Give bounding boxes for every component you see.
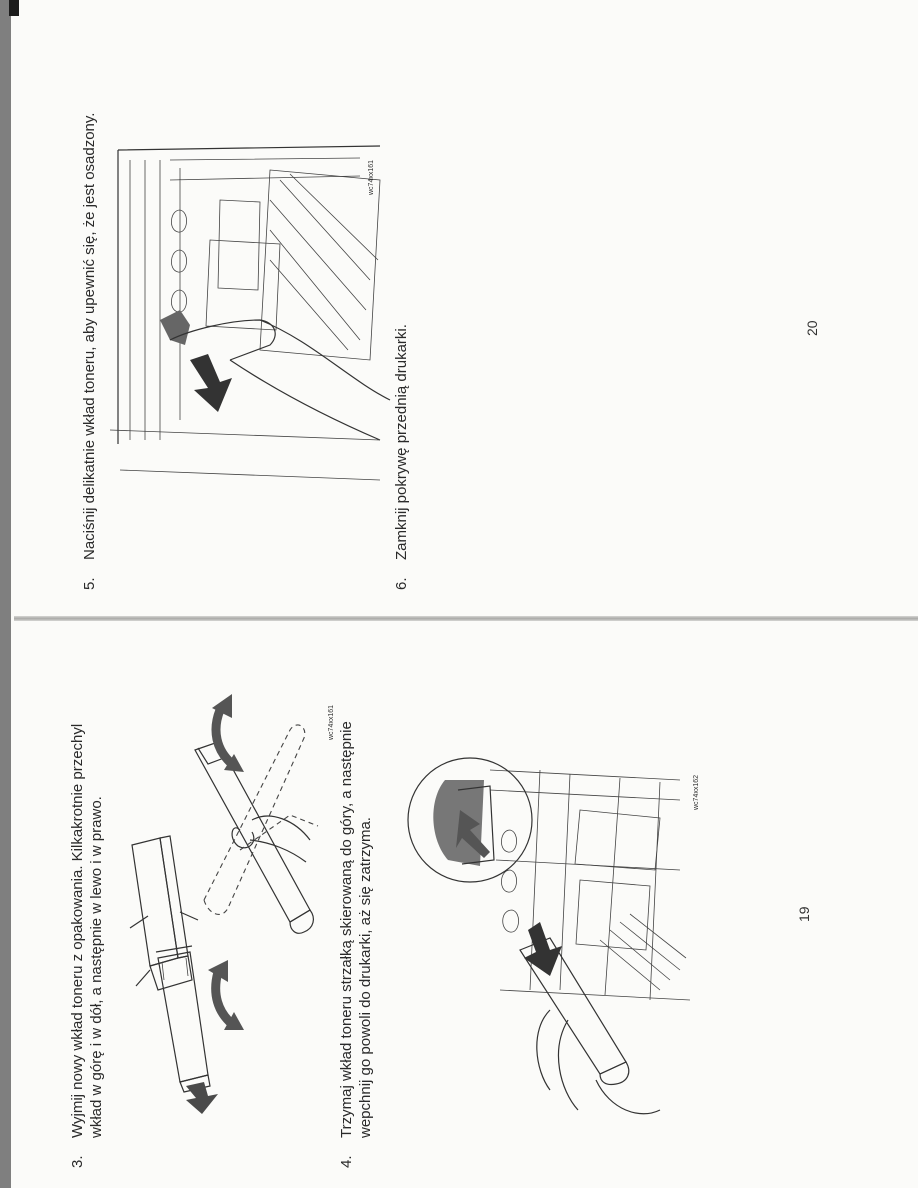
figure-code-3	[365, 145, 385, 205]
illustration-unpack-shake	[120, 690, 340, 1120]
step-3-number: 3.	[69, 1155, 86, 1168]
step-5-line-1: Naciśnij delikatnie wkład toneru, aby upewnić się, że jest osadzony.	[81, 112, 98, 560]
step-3	[68, 724, 106, 1168]
illustration-press-toner	[110, 140, 390, 520]
svg-text:wc74xx162: wc74xx162	[693, 774, 700, 810]
step-6	[392, 324, 411, 590]
scan-corner-mark	[9, 0, 19, 16]
illustration-insert-toner	[400, 690, 700, 1120]
step-6-line-1: Zamknij pokrywę przednią drukarki.	[393, 324, 410, 560]
step-4-line-1: Trzymaj wkład toneru strzałką skierowaną do góry, a następnie	[338, 721, 355, 1138]
step-6-number: 6.	[393, 577, 410, 590]
step-3-line-1: Wyjmij nowy wkład toneru z opakowania. Kilkakrotnie przechyl	[69, 723, 86, 1138]
page-number-19: 19	[796, 906, 812, 922]
step-5-number: 5.	[81, 577, 98, 590]
page-fold	[14, 616, 918, 621]
step-4-number: 4.	[338, 1155, 355, 1168]
step-5	[80, 113, 99, 590]
svg-text:wc74xx161: wc74xx161	[368, 159, 375, 195]
svg-text:wc74xx161: wc74xx161	[328, 704, 335, 740]
scan-edge	[0, 0, 11, 1188]
page-number-20: 20	[804, 320, 820, 336]
step-3-line-2: wkład w górę i w dół, a następnie w lewo i w prawo.	[88, 796, 105, 1138]
step-4-line-2: wepchnij go powoli do drukarki, aż się zatrzyma.	[357, 817, 374, 1138]
step-4	[337, 721, 375, 1168]
figure-code-2	[690, 760, 710, 820]
